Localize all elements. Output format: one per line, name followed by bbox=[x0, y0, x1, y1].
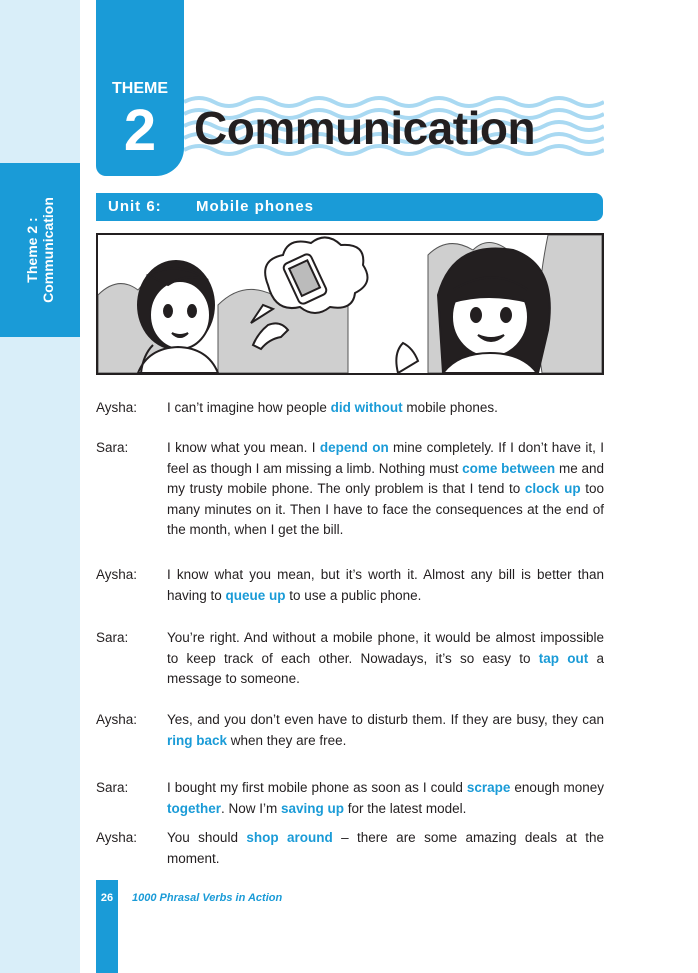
unit-label: Unit 6: bbox=[108, 198, 162, 215]
phrasal-verb: shop around bbox=[246, 830, 333, 845]
page-number: 26 bbox=[100, 892, 114, 904]
speech-fragment: – there are some amazing deals at the moment. bbox=[167, 830, 604, 866]
speech-fragment: You should bbox=[167, 830, 247, 845]
speech-text bbox=[167, 565, 604, 606]
speech-fragment: me and my trusty mobile phone. The only problem is that I tend to bbox=[167, 460, 605, 496]
speech-fragment: to use a public phone. bbox=[285, 587, 422, 603]
speech-fragment: when they are free. bbox=[227, 732, 347, 748]
footer-book-title: 1000 Phrasal Verbs in Action bbox=[132, 892, 283, 904]
speech-fragment: a message to someone. bbox=[167, 650, 604, 686]
left-margin-strip bbox=[0, 0, 80, 973]
speech-text bbox=[167, 828, 604, 869]
side-theme-label-line1: Theme 2 : bbox=[24, 217, 40, 283]
speech-text bbox=[167, 628, 604, 690]
speech-fragment: enough money bbox=[510, 780, 604, 795]
phrasal-verb: ring back bbox=[167, 732, 228, 748]
phrasal-verb: together bbox=[167, 800, 221, 816]
speech-fragment: Yes, and you don’t even have to disturb them. If they are busy, they can bbox=[167, 712, 604, 727]
speaker-name: Sara: bbox=[96, 780, 129, 795]
phrasal-verb: clock up bbox=[524, 481, 581, 496]
phrasal-verb: come between bbox=[462, 460, 556, 476]
speaker-name: Aysha: bbox=[96, 712, 138, 727]
phrasal-verb: depend on bbox=[319, 440, 389, 455]
speech-fragment: for the latest model. bbox=[344, 800, 467, 816]
speech-text bbox=[167, 710, 604, 751]
side-theme-label bbox=[24, 197, 56, 303]
phrasal-verb: queue up bbox=[225, 587, 286, 603]
speech-text bbox=[167, 778, 604, 819]
speaker-name: Aysha: bbox=[96, 400, 138, 415]
theme-number: 2 bbox=[123, 98, 157, 163]
illustration-two-girls bbox=[96, 233, 604, 375]
speech-fragment: mobile phones. bbox=[402, 400, 498, 415]
phrasal-verb: saving up bbox=[281, 800, 345, 816]
phrasal-verb: did without bbox=[330, 400, 403, 415]
illustration-drawing bbox=[98, 235, 602, 373]
phrasal-verb: scrape bbox=[466, 780, 511, 795]
speech-fragment: I know what you mean, but it’s worth it. Almost any bill is better than having to bbox=[167, 567, 604, 603]
speech-fragment: I can’t imagine how people bbox=[167, 400, 331, 415]
speech-fragment: I bought my first mobile phone as soon as I could bbox=[167, 780, 467, 795]
unit-header-bar bbox=[96, 193, 603, 221]
speech-text bbox=[167, 438, 604, 541]
speech-fragment: I know what you mean. I bbox=[167, 440, 320, 455]
side-theme-label-line2: Communication bbox=[40, 197, 56, 303]
page-title: Communication bbox=[194, 102, 536, 154]
theme-word: THEME bbox=[112, 80, 168, 97]
speech-fragment: . Now I’m bbox=[221, 800, 282, 816]
speech-fragment: You’re right. And without a mobile phone, it would be almost impossible to keep track of each other. Nowadays, it’s so easy to bbox=[167, 630, 604, 666]
speech-fragment: mine completely. If I don’t have it, I feel as though I am missing a limb. Nothing must bbox=[167, 440, 604, 476]
speech-fragment: too many minutes on it. Then I have to face the consequences at the end of the month, when I get the bill. bbox=[167, 481, 604, 537]
speaker-name: Aysha: bbox=[96, 567, 138, 582]
phrasal-verb: tap out bbox=[538, 650, 589, 666]
unit-title: Mobile phones bbox=[196, 198, 314, 215]
speaker-name: Aysha: bbox=[96, 830, 138, 845]
speaker-name: Sara: bbox=[96, 630, 129, 645]
speech-text bbox=[167, 398, 604, 419]
speaker-name: Sara: bbox=[96, 440, 129, 455]
